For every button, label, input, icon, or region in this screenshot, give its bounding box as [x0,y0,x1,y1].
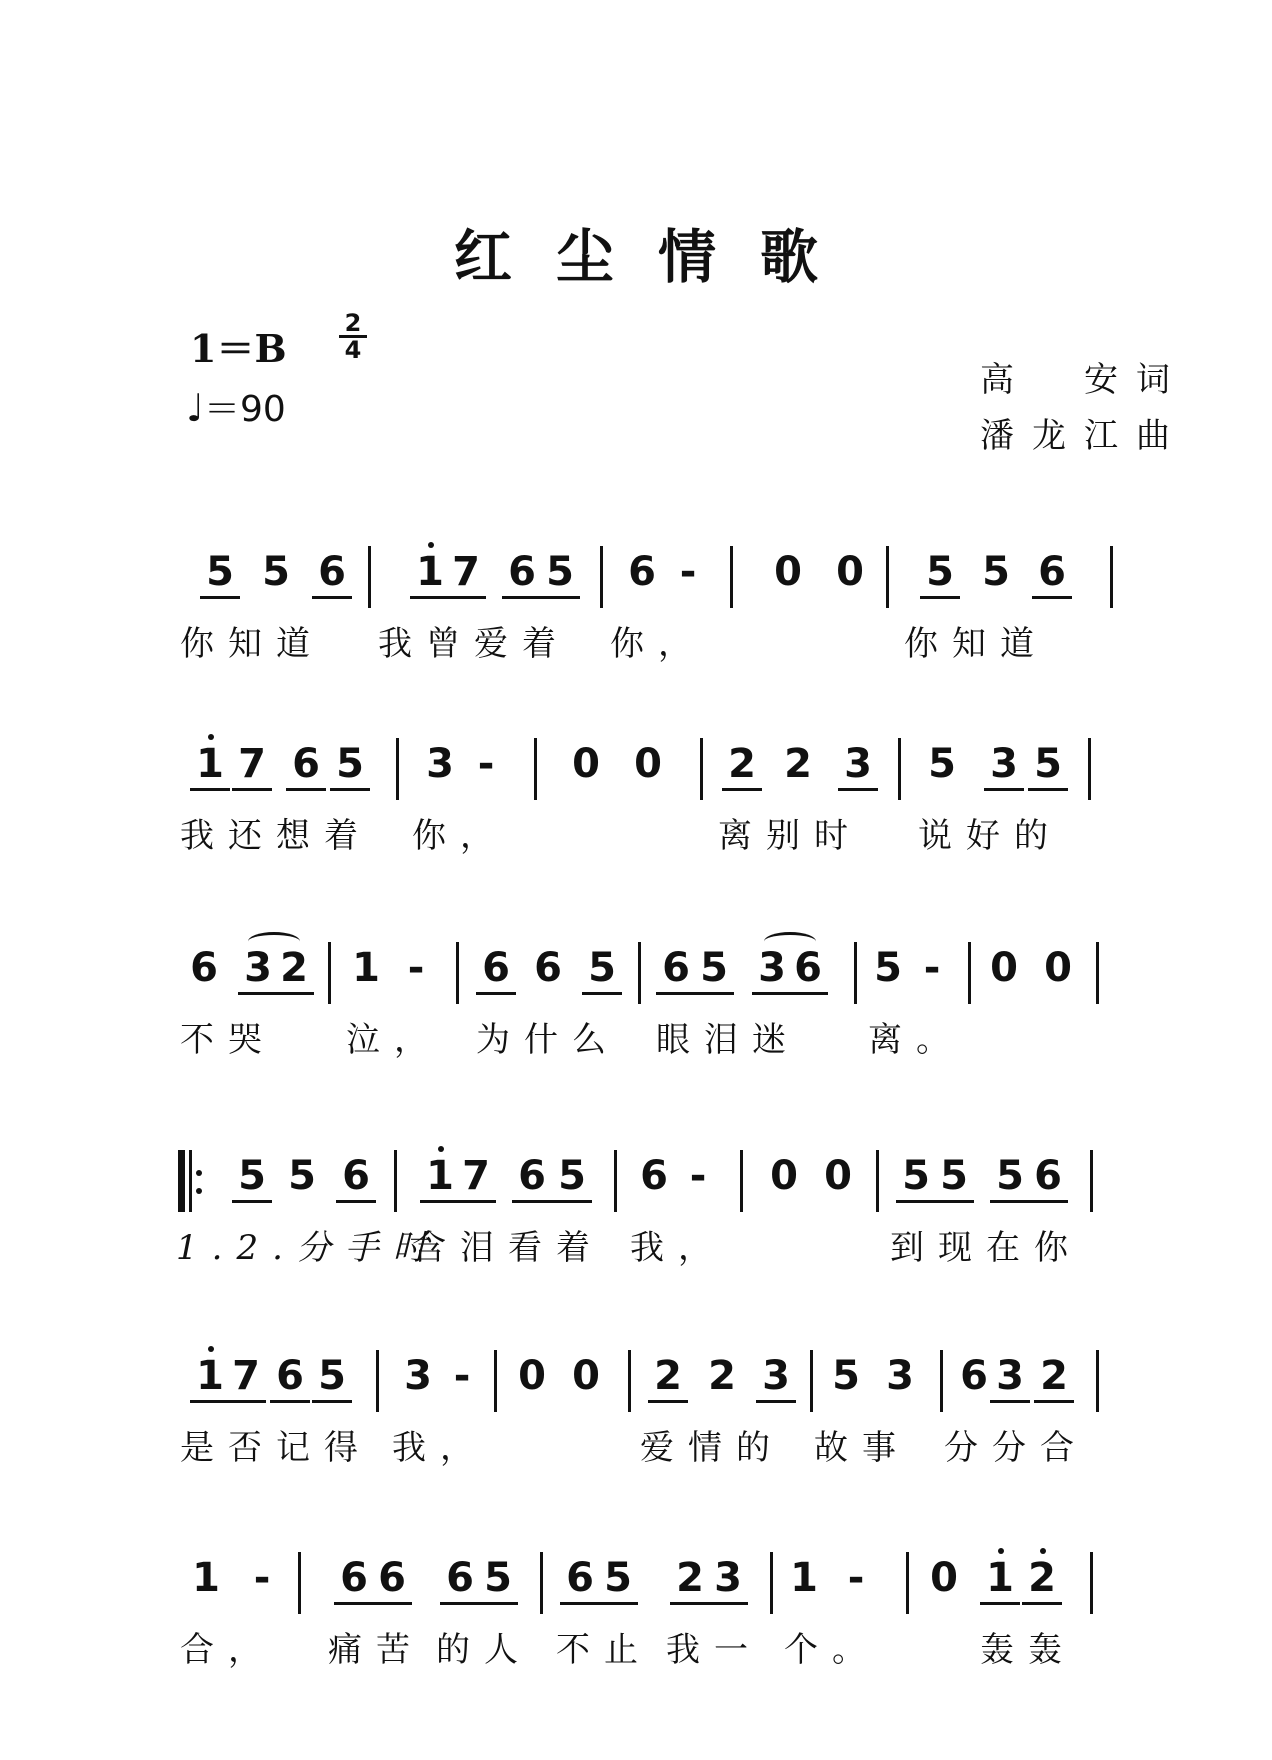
composer-credit: 潘龙江曲 [980,416,1188,456]
high-dot [1040,1548,1046,1554]
note: - [453,1353,471,1399]
lyric: 个。 [784,1630,880,1670]
barline [770,1552,773,1614]
score-line-2 [0,740,1272,860]
note: 5 [832,1353,860,1399]
note: 0 [990,945,1018,991]
lyric: 1.2.分手时 [176,1228,441,1268]
barline [376,1350,379,1412]
lyric: 到现在你 [890,1228,1082,1268]
barline [730,546,733,608]
note: 3 [404,1353,432,1399]
lyric: 的人 [436,1630,532,1670]
note: 6 [312,548,352,599]
barline [394,1150,397,1212]
lyric: 为什么 [476,1020,620,1060]
note: - [477,741,495,787]
note: - [689,1153,707,1199]
note: 6 [1032,548,1072,599]
note: 1 [420,1152,460,1203]
note: 6 [640,1153,668,1199]
score-line-3 [0,944,1272,1064]
lyric: 离。 [868,1020,964,1060]
note: 0 [518,1353,546,1399]
barline [700,738,703,800]
barline [298,1552,301,1614]
note: 2 [1022,1554,1062,1605]
note: 1 [192,1555,220,1601]
barline [1096,942,1099,1004]
lyric: 眼泪迷 [656,1020,800,1060]
barline [534,738,537,800]
time-signature-top: 2 [344,309,362,337]
lyric: 你， [610,624,706,664]
barline [740,1150,743,1212]
note: 5 [934,1152,974,1203]
lyric: 不哭 [180,1020,276,1060]
note: 6 [190,945,218,991]
barline [638,942,641,1004]
note: 5 [262,549,290,595]
barline [1088,738,1091,800]
barline [628,1350,631,1412]
note: 6 [560,1554,600,1605]
note: 6 [656,944,696,995]
note: 0 [1044,945,1072,991]
note: 5 [920,548,960,599]
note: - [253,1555,271,1601]
note: 7 [446,548,486,599]
lyric: 你， [412,816,508,856]
slur [248,932,300,951]
note: 3 [990,1352,1030,1403]
note: 6 [960,1353,988,1399]
high-dot [208,734,214,740]
note: 7 [232,740,272,791]
barline [540,1552,543,1614]
note: 5 [990,1152,1030,1203]
score-line-4 [0,1152,1272,1272]
note: - [923,945,941,991]
high-dot [428,542,434,548]
time-signature [335,309,371,364]
lyric: 我曾爱着 [378,624,570,664]
barline [906,1552,909,1614]
barline [1090,1150,1093,1212]
lyric: 合， [180,1630,276,1670]
note: 5 [330,740,370,791]
lyric: 离别时 [718,816,862,856]
lyric: 爱情的 [640,1428,784,1468]
barline [328,942,331,1004]
lyric: 是否记得 [180,1428,372,1468]
note: 6 [372,1554,412,1605]
note: 3 [426,741,454,787]
note: 1 [790,1555,818,1601]
note: 5 [478,1554,518,1605]
note: 5 [694,944,734,995]
note: 2 [708,1353,736,1399]
song-title: 红尘情歌 [453,223,862,291]
note: 7 [456,1152,496,1203]
lyric: 分分合 [944,1428,1088,1468]
barline [1090,1552,1093,1614]
barline [968,942,971,1004]
barline [886,546,889,608]
note: 7 [226,1352,266,1403]
lyric: 轰轰 [980,1630,1076,1670]
note: 0 [774,549,802,595]
barline [810,1350,813,1412]
note: 0 [836,549,864,595]
note: 5 [582,944,622,995]
note: 6 [336,1152,376,1203]
note: 5 [312,1352,352,1403]
note: 3 [838,740,878,791]
lyric: 我， [630,1228,726,1268]
lyric: 我一 [666,1630,762,1670]
lyric: 我， [392,1428,488,1468]
note: 1 [190,740,230,791]
tempo-value: ＝90 [203,389,286,430]
note: 2 [722,740,762,791]
note: 6 [270,1352,310,1403]
barline [494,1350,497,1412]
lyric: 故事 [814,1428,910,1468]
lyric: 我还想着 [180,816,372,856]
note: - [847,1555,865,1601]
barline [614,1150,617,1212]
note: 5 [540,548,580,599]
barline [854,942,857,1004]
barline [1096,1350,1099,1412]
barline [368,546,371,608]
high-dot [998,1548,1004,1554]
lyric: 泣， [346,1020,442,1060]
note: 5 [288,1153,316,1199]
note: 3 [886,1353,914,1399]
barline [876,1150,879,1212]
barline [396,738,399,800]
lyric: 痛苦 [328,1630,424,1670]
note: - [407,945,425,991]
note: 5 [1028,740,1068,791]
lyric: 你知道 [904,624,1048,664]
note: 6 [628,549,656,595]
note: 5 [874,945,902,991]
lyric: 含泪看着 [412,1228,604,1268]
high-dot [438,1146,444,1152]
note: 5 [200,548,240,599]
barline [940,1350,943,1412]
note: 5 [232,1152,272,1203]
score-line-6 [0,1554,1272,1674]
note: 5 [982,549,1010,595]
note: 5 [896,1152,936,1203]
note: 5 [928,741,956,787]
lyricist-credit: 高 安词 [980,360,1188,400]
note: 3 [756,1352,796,1403]
note: 6 [440,1554,480,1605]
note: 0 [930,1555,958,1601]
note: 1 [980,1554,1020,1605]
note: 0 [572,741,600,787]
note: 2 [784,741,812,787]
score-line-5 [0,1352,1272,1472]
note: 1 [352,945,380,991]
note: 5 [598,1554,638,1605]
score-line-1 [0,548,1272,668]
note: 6 [512,1152,552,1203]
note: 2 [648,1352,688,1403]
barline [898,738,901,800]
note: 3 [752,944,792,995]
note: 3 [708,1554,748,1605]
note: 6 [476,944,516,995]
note: 2 [1034,1352,1074,1403]
note: 6 [1028,1152,1068,1203]
note: 1 [410,548,450,599]
tempo-marking [186,381,286,432]
key-signature: 1＝B [190,326,287,371]
quarter-note-icon: ♩ [186,386,204,430]
note: 2 [670,1554,710,1605]
repeat-start-sign [178,1150,202,1212]
note: 2 [274,944,314,995]
note: 6 [286,740,326,791]
note: 0 [770,1153,798,1199]
note: 6 [334,1554,374,1605]
barline [1110,546,1113,608]
note: 1 [190,1352,230,1403]
time-signature-bottom: 4 [344,336,362,364]
barline [600,546,603,608]
note: 0 [824,1153,852,1199]
note: 6 [788,944,828,995]
lyric: 说好的 [918,816,1062,856]
lyric: 你知道 [180,624,324,664]
note: - [679,549,697,595]
high-dot [208,1346,214,1352]
barline [456,942,459,1004]
note: 3 [984,740,1024,791]
note: 3 [238,944,278,995]
note: 0 [572,1353,600,1399]
note: 6 [502,548,542,599]
note: 0 [634,741,662,787]
slur [764,932,816,951]
note: 6 [534,945,562,991]
note: 5 [552,1152,592,1203]
lyric: 不止 [556,1630,652,1670]
